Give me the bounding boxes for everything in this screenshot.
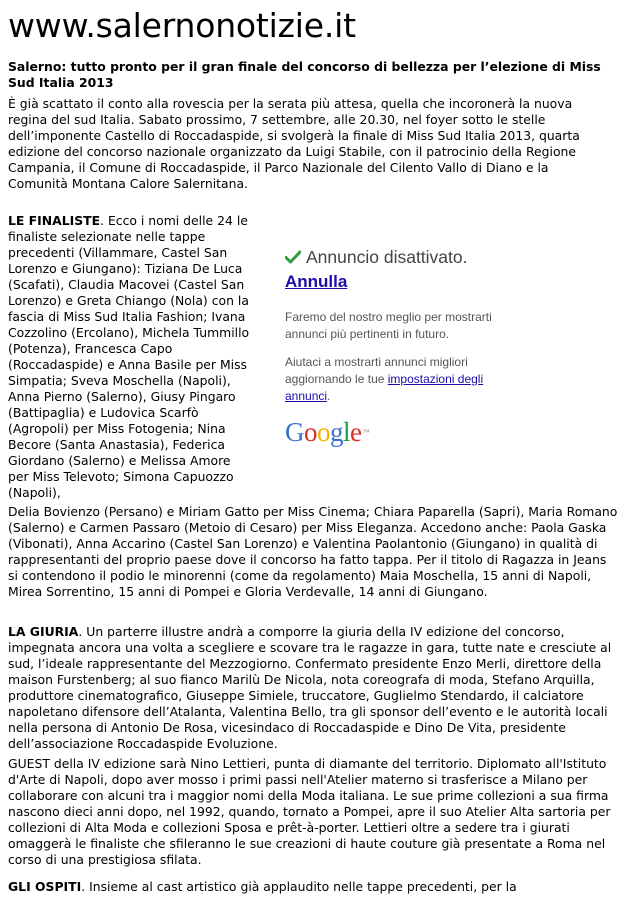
ad-headline: Annuncio disattivato. bbox=[306, 247, 468, 267]
ad-text-settings-suffix: . bbox=[327, 389, 331, 403]
giuria-heading: LA GIURIA bbox=[8, 624, 79, 639]
google-logo-letter: l bbox=[343, 417, 351, 447]
ad-disabled-panel bbox=[285, 246, 525, 447]
guest-paragraph: GUEST della IV edizione sarà Nino Lettieri, punta di diamante del territorio. Diplomato all'Istituto d'Arte di Napoli, dopo aver mosso i primi passi nell'Atelier materno si trasferisce a Milano per collaborare con alcuni tra i maggior nomi della Moda italiana. Le sue prime collezioni a sua firma nascono dieci anni dopo, nel 1992, quando, tornato a Pompei, apre il suo Atelier Alta sartoria per collezioni di Alta Moda e collezioni Sposa e prêt-à-porter. Lettieri oltre a sedere tra i giurati omaggerà le finaliste che sfileranno le sue creazioni di haute couture già presentate a Roma nel corso di una prestigiosa sfilata. bbox=[8, 756, 611, 867]
finaliste-paragraph-top bbox=[8, 213, 250, 501]
finaliste-heading: LE FINALISTE bbox=[8, 213, 101, 228]
google-logo-trademark: ™ bbox=[362, 428, 369, 436]
article-title: Salerno: tutto pronto per il gran finale del concorso di bellezza per l’elezione di Miss Sud Italia 2013 bbox=[8, 59, 601, 90]
ad-text-settings-prefix: Aiutaci a mostrarti annunci migliori aggiornando le tue bbox=[285, 355, 468, 386]
google-logo-letter: g bbox=[330, 417, 343, 447]
article-intro: È già scattato il conto alla rovescia per la serata più attesa, quella che incoronerà la nuova regina del sud Italia. Sabato prossimo, 7 settembre, alle 20.30, nel foyer sotto le stelle dell’imponente Castello di Roccadaspide, si svolgerà la finale di Miss Sud Italia 2013, quarta edizione del concorso nazionale organizzato da Luigi Stabile, con il patrocinio della Regione Campania, il Comune di Roccadaspide, il Parco Nazionale del Cilento Vallo di Diano e la Comunità Montana Calore Salernitana. bbox=[8, 96, 580, 191]
giuria-text: . Un parterre illustre andrà a comporre la giuria della IV edizione del concorso, impegnata ancora una volta a scegliere e scovare tra le ragazze in gara, tutte nate e cresciute al sud, l’ideale rappresentante del Mezzogiorno. Confermato presidente Enzo Merli, direttore della maison Furstenberg; al suo fianco Marilù De Nicola, nota coreografa di moda, Stefano Arquilla, produttore cinematografico, Giuseppe Simiele, truccatore, Guglielmo Stendardo, il calciatore napoletano difensore dell’Atalanta, Valentina Bello, tra gli sponsor dell’evento e le autorità locali nella persona di Antonio De Rosa, vicesindaco di Roccadaspide e Dino De Vita, presidente dell’associazione Roccadaspide Evoluzione. bbox=[8, 624, 612, 751]
ad-text-settings bbox=[285, 354, 525, 405]
ad-undo-link[interactable]: Annulla bbox=[285, 272, 348, 291]
ad-settings-link[interactable]: impostazioni degli annunci bbox=[285, 372, 484, 403]
check-icon bbox=[285, 250, 301, 264]
google-logo-letter: o bbox=[304, 417, 317, 447]
ospiti-heading: GLI OSPITI bbox=[8, 879, 82, 894]
ospiti-text: . Insieme al cast artistico già applaudito nelle tappe precedenti, per la bbox=[81, 879, 517, 894]
google-logo-letter: e bbox=[350, 417, 362, 447]
google-logo-letter: G bbox=[285, 417, 304, 447]
ad-text-feedback: Faremo del nostro meglio per mostrarti annunci più pertinenti in futuro. bbox=[285, 310, 492, 341]
finaliste-text-top: . Ecco i nomi delle 24 le finaliste selezionate nelle tappe precedenti (Villammare, Castel San Lorenzo e Giungano): Tiziana De Luca (Scafati), Claudia Macovei (Castel San Lorenzo) e Greta Chiango (Nola) con la fascia di Miss Sud Italia Fashion; Ivana Cozzolino (Ercolano), Michela Tummillo (Potenza), Francesca Capo (Roccadaspide) e Anna Basile per Miss Simpatia; Sveva Moschella (Napoli), Anna Pierno (Salerno), Giusy Pingaro (Battipaglia) e Ludovica Scarfò (Agropoli) per Miss Fotogenia; Nina Becore (Santa Anastasia), Federica Giordano (Salerno) e Melissa Amore per Miss Televoto; Simona Capuozzo (Napoli), bbox=[8, 213, 250, 500]
ad-headline-row bbox=[285, 246, 525, 268]
google-logo bbox=[285, 417, 525, 447]
google-logo-letter: o bbox=[317, 417, 330, 447]
finaliste-paragraph-bottom: Delia Bovienzo (Persano) e Miriam Gatto per Miss Cinema; Chiara Paparella (Sapri), Maria Romano (Salerno) e Carmen Passaro (Metoio di Cesaro) per Miss Eleganza. Accedono anche: Paola Gaska (Vibonati), Anna Accarino (Castel San Lorenzo) e Valentina Paolantonio (Giungano) in qualità di rappresentanti del proprio paese dove il concorso ha fatto tappa. Per il titolo di Ragazza in Jeans si contendono il podio le minorenni (come da regolamento) Maia Moschella, 15 anni di Napoli, Mirea Sorrentino, 15 anni di Pompei e Gloria Verdevalle, 14 anni di Giungano. bbox=[8, 504, 618, 599]
site-url: www.salernonotizie.it bbox=[8, 6, 356, 45]
ospiti-paragraph bbox=[8, 879, 618, 895]
giuria-paragraph bbox=[8, 624, 618, 752]
